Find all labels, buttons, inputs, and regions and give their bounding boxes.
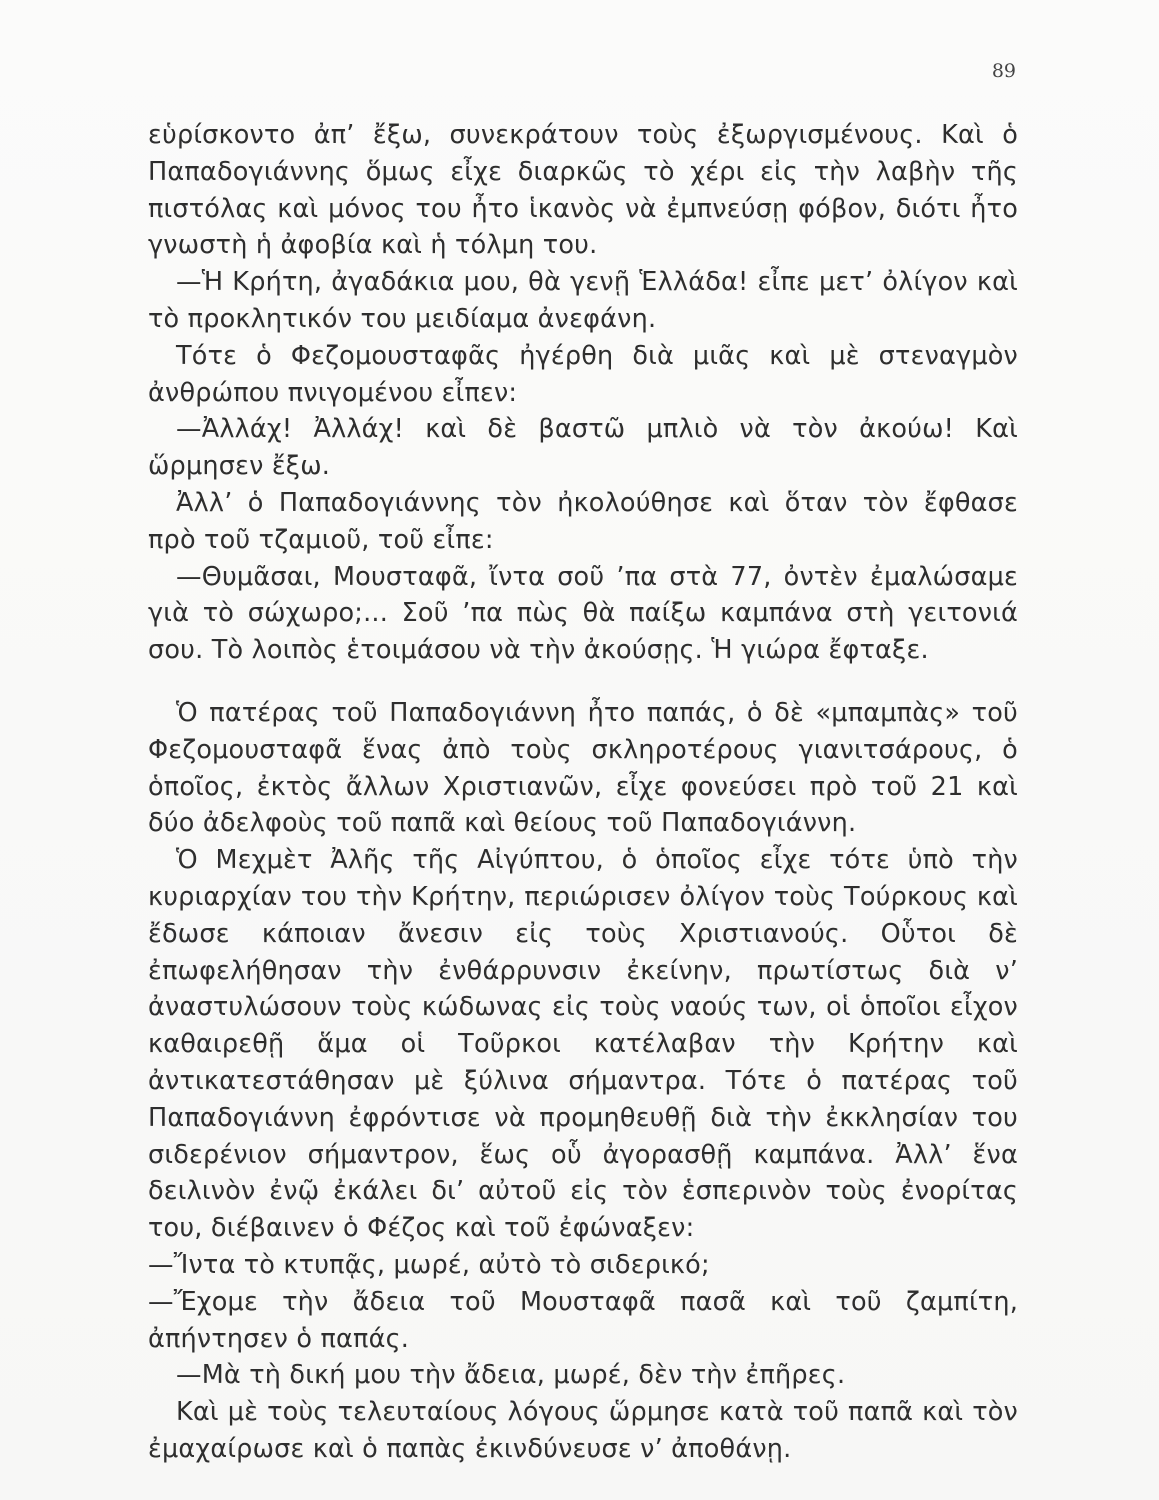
paragraph-10: —Ἔχομε τὴν ἄδεια τοῦ Μουσταφᾶ πασᾶ καὶ τοῦ ζαμπίτη, ἀπήντησεν ὁ παπάς. [148, 1286, 1018, 1354]
paragraph-2: —Ἡ Κρήτη, ἀγαδάκια μου, θὰ γενῇ Ἑλλάδα! εἶπε μετ’ ὀλίγον καὶ τὸ προκλητικόν του μειδίαμα ἀνεφάνη. [148, 267, 1018, 334]
paragraph-6: —Θυμᾶσαι, Μουσταφᾶ, ἴντα σοῦ ’πα στὰ 77, ὀντὲν ἐμαλώσαμε γιὰ τὸ σώχωρο;... Σοῦ ’πα πὼς θὰ παίξω καμπάνα στὴ γειτονιά σου. Τὸ λοιπὸς ἑτοιμάσου νὰ τὴν ἀκούσῃς. Ἡ γιώρα ἔφταξε. [148, 561, 1018, 666]
paragraph-12: Καὶ μὲ τοὺς τελευταίους λόγους ὥρμησε κατὰ τοῦ παπᾶ καὶ τὸν ἐμαχαίρωσε καὶ ὁ παπὰς ἐκινδύνευσε ν’ ἀποθάνῃ. [148, 1397, 1018, 1464]
paragraph-3: Τότε ὁ Φεζομουσταφᾶς ἠγέρθη διὰ μιᾶς καὶ μὲ στεναγμὸν ἀνθρώπου πνιγομένου εἶπεν: [148, 340, 1018, 408]
paragraph-8: Ὁ Μεχμὲτ Ἀλῆς τῆς Αἰγύπτου, ὁ ὁποῖος εἶχε τότε ὑπὸ τὴν κυριαρχίαν του τὴν Κρήτην, περιώρισεν ὀλίγον τοὺς Τούρκους καὶ ἔδωσε κάποιαν ἄνεσιν εἰς τοὺς Χριστιανούς. Οὗτοι δὲ ἐπωφελήθησαν τὴν ἐνθάρρυνσιν ἐκείνην, πρωτίστως διὰ ν’ ἀναστυλώσουν τοὺς κώδωνας εἰς τοὺς ναούς των, οἱ ὁποῖοι εἶχον καθαιρεθῇ ἅμα οἱ Τοῦρκοι κατέλαβαν τὴν Κρήτην καὶ ἀντικατεστάθησαν μὲ ξύλινα σήμαντρα. Τότε ὁ πατέρας τοῦ Παπαδογιάννη ἐφρόντισε νὰ προμηθευθῇ διὰ τὴν ἐκκλησίαν του σιδερένιον σήμαντρον, ἕως οὗ ἀγορασθῇ καμπάνα. Ἀλλ’ ἕνα δειλινὸν ἐνῷ ἐκάλει δι’ αὐτοῦ εἰς τὸν ἑσπερινὸν τοὺς ἐνορίτας του, διέβαινεν ὁ Φέζος καὶ τοῦ ἐφώναξεν: [148, 845, 1018, 1244]
page-body-text [148, 117, 1018, 1468]
paragraph-11: —Μὰ τὴ δική μου τὴν ἄδεια, μωρέ, δὲν τὴν ἐπῆρες. [176, 1360, 846, 1391]
paragraph-9: —Ἴντα τὸ κτυπᾷς, μωρέ, αὐτὸ τὸ σιδερικό; [148, 1249, 710, 1280]
paragraph-1: εὑρίσκοντο ἀπ’ ἔξω, συνεκράτουν τοὺς ἐξωργισμένους. Καὶ ὁ Παπαδογιάννης ὅμως εἶχε διαρκῶς τὸ χέρι εἰς τὴν λαβὴν τῆς πιστόλας καὶ μόνος του ἦτο ἱκανὸς νὰ ἐμπνεύσῃ φόβον, διότι ἦτο γνωστὴ ἡ ἀφοβία καὶ ἡ τόλμη του. [148, 120, 1018, 261]
paragraph-7: Ὁ πατέρας τοῦ Παπαδογιάννη ἦτο παπάς, ὁ δὲ «μπαμπὰς» τοῦ Φεζομουσταφᾶ ἕνας ἀπὸ τοὺς σκληροτέρους γιανιτσάρους, ὁ ὁποῖος, ἐκτὸς ἄλλων Χριστιανῶν, εἶχε φονεύσει πρὸ τοῦ 21 καὶ δύο ἀδελφοὺς τοῦ παπᾶ καὶ θείους τοῦ Παπαδογιάννη. [148, 697, 1018, 839]
page-number: 89 [991, 60, 1016, 82]
paragraph-4: —Ἀλλάχ! Ἀλλάχ! καὶ δὲ βαστῶ μπλιὸ νὰ τὸν ἀκούω! Καὶ ὥρμησεν ἔξω. [148, 414, 1018, 482]
paragraph-5: Ἀλλ’ ὁ Παπαδογιάννης τὸν ἠκολούθησε καὶ ὅταν τὸν ἔφθασε πρὸ τοῦ τζαμιοῦ, τοῦ εἶπε: [148, 487, 1018, 555]
